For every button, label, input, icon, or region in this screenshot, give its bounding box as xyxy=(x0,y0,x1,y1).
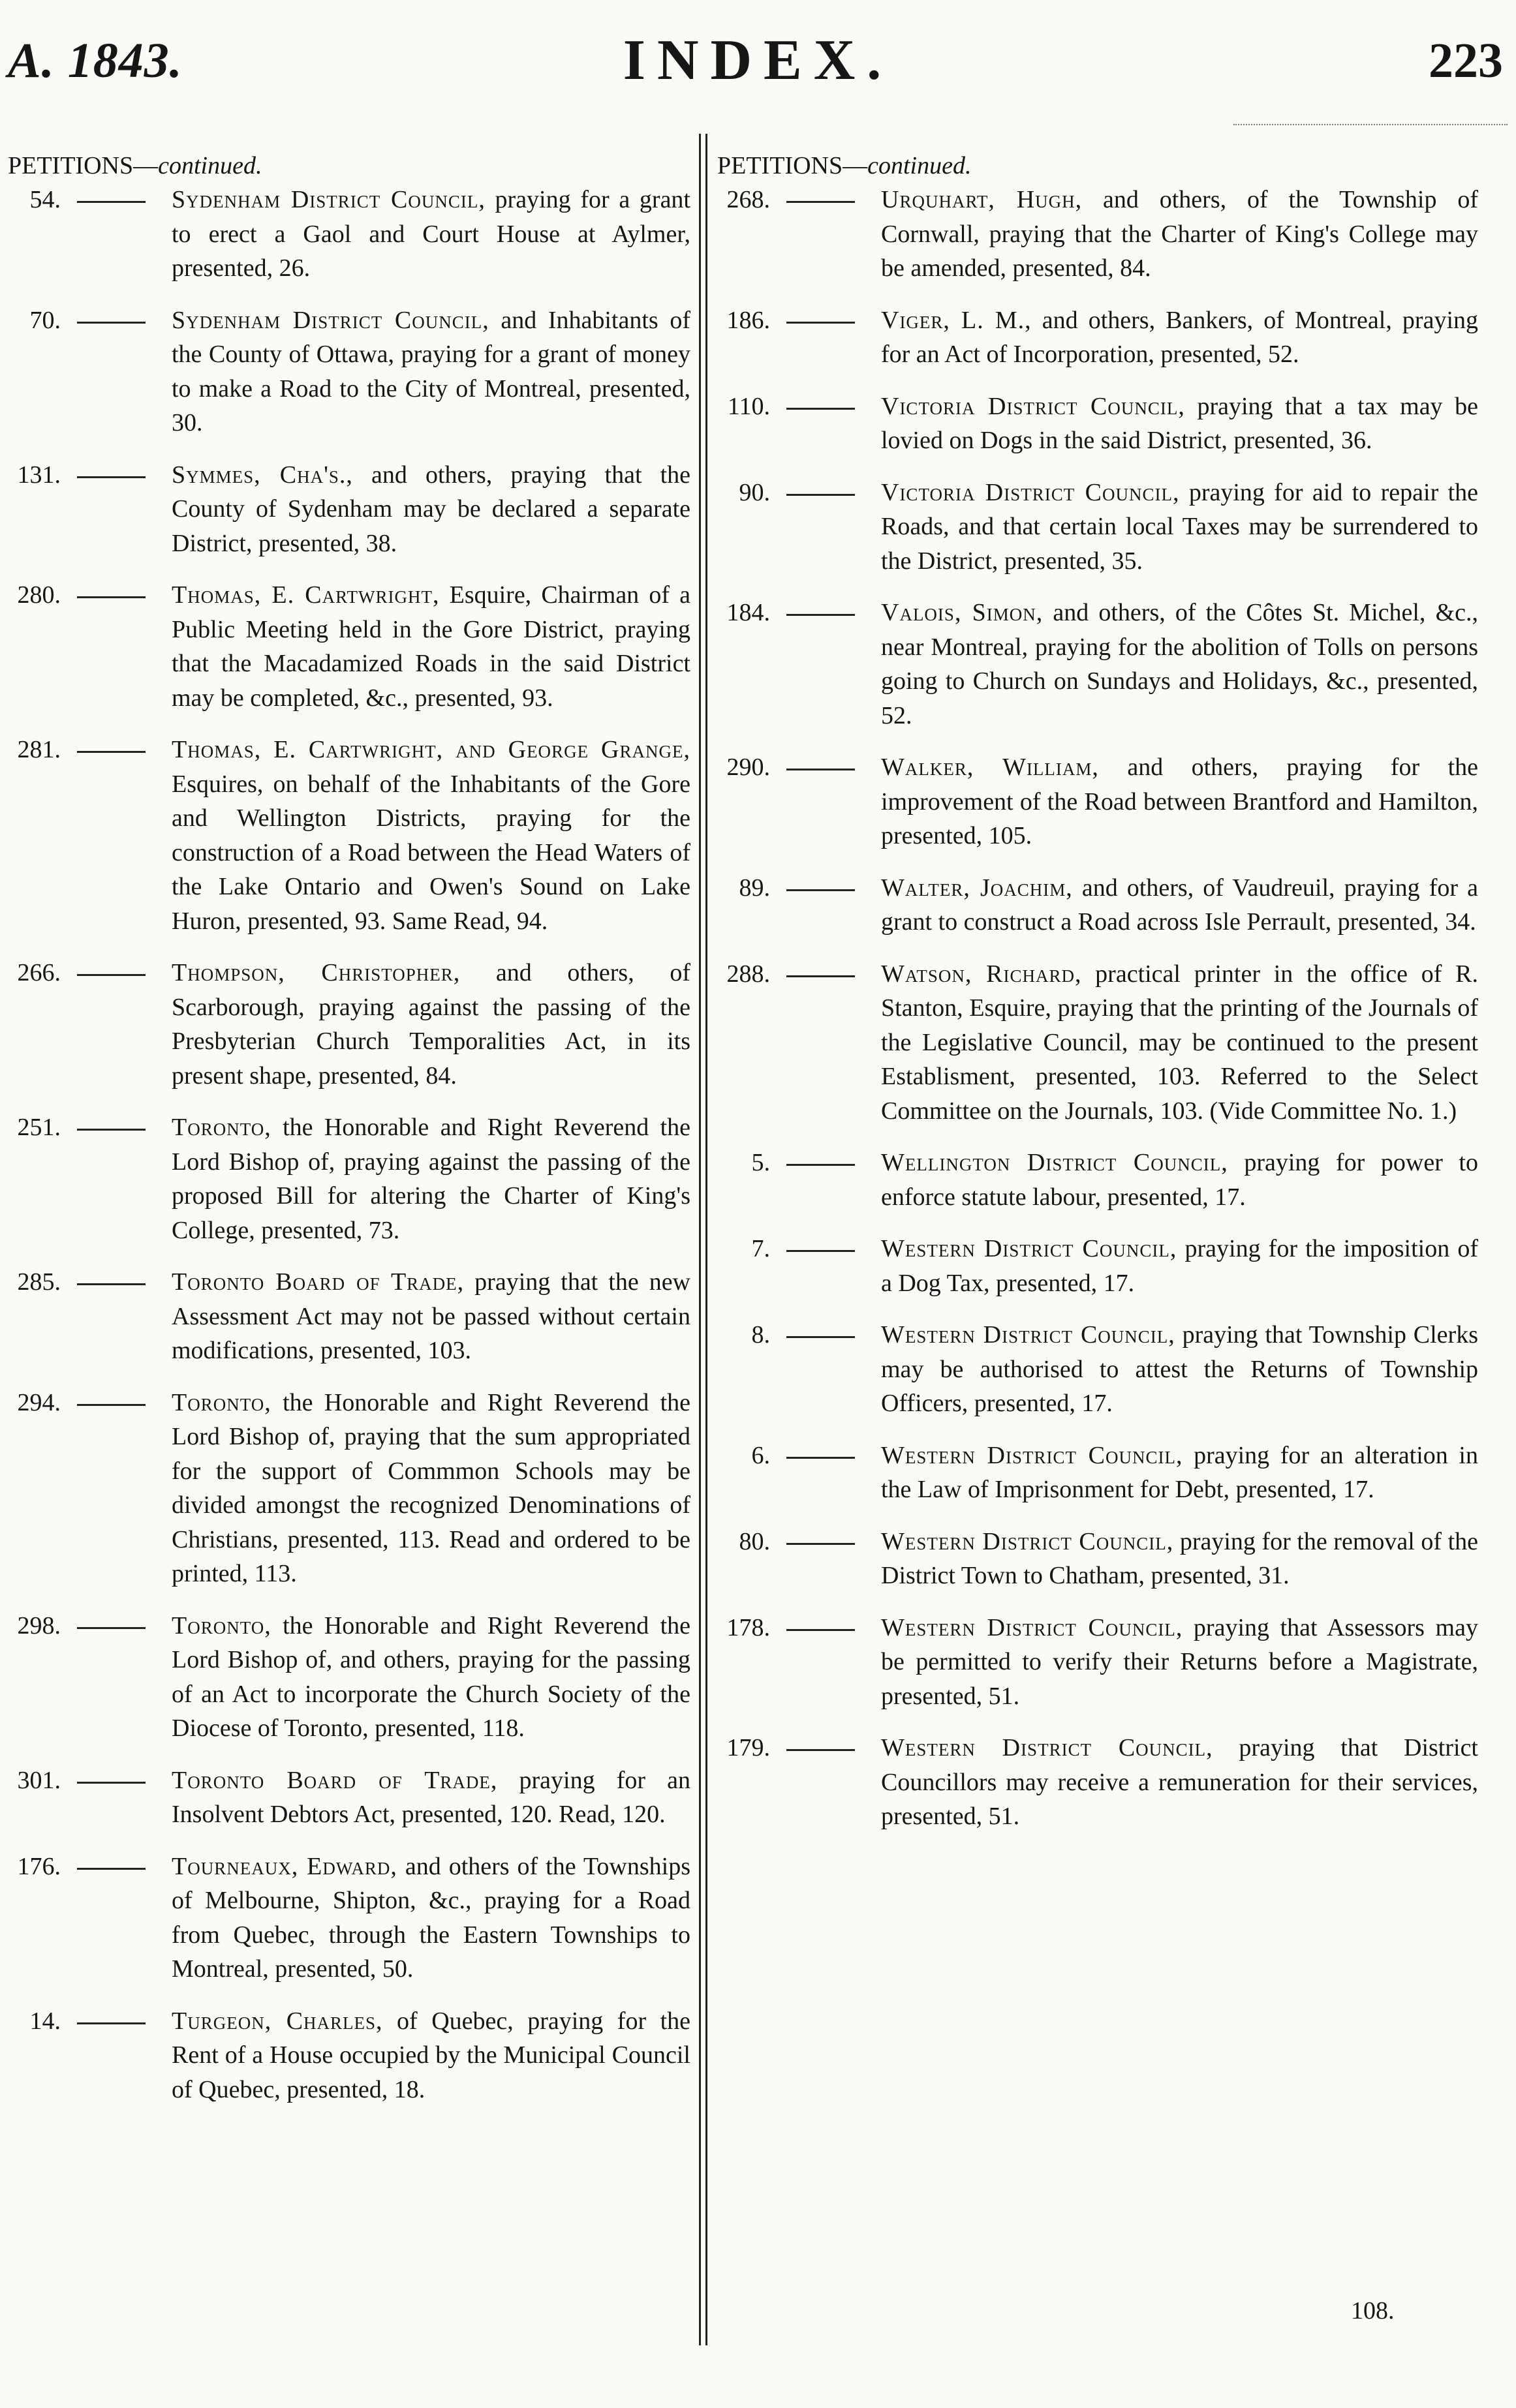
entry-text: Esquire, Chairman of a Public Meeting held in the Gore District, praying that the Macadamized Roads in the said District may be completed, &c., presented, 93. xyxy=(172,581,691,712)
index-entry xyxy=(5,1850,690,1987)
entry-number: 70. xyxy=(29,306,61,334)
entry-name: Western District Council, xyxy=(881,1613,1183,1641)
entry-name: Tourneaux, Edward, xyxy=(172,1852,397,1880)
entry-name: Western District Council, xyxy=(881,1527,1174,1555)
leader-dash xyxy=(786,1164,855,1166)
entry-name: Watson, Richard, xyxy=(881,960,1082,988)
index-entry xyxy=(5,1763,690,1832)
leader-dash xyxy=(786,1629,855,1631)
entry-number: 54. xyxy=(29,186,61,213)
leader-dash xyxy=(786,1457,855,1459)
entry-text: and others, praying for the improvement of the Road between Brantford and Hamilton, presented, 105. xyxy=(881,754,1478,849)
entry-number: 176. xyxy=(17,1852,61,1880)
entry-text: praying for a grant to erect a Gaol and Court House at Aylmer, presented, 26. xyxy=(172,186,690,282)
index-entry xyxy=(715,1232,1478,1300)
entry-text: the Honorable and Right Reverend the Lord Bishop of, praying against the passing of the proposed Bill for altering the Charter of King's College, presented, 73. xyxy=(172,1114,690,1244)
index-entry xyxy=(5,1386,690,1591)
entry-text: praying for an Insolvent Debtors Act, presented, 120. Read, 120. xyxy=(172,1766,690,1828)
leader-dash xyxy=(786,889,855,891)
entry-text: Esquires, on behalf of the Inhabitants of the Gore and Wellington Districts, praying for the construction of a Road between the Head Waters of the Lake Ontario and Owen's Sound on Lake Huron, presented, 93. Same Read, 94. xyxy=(172,770,690,935)
entry-number: 266. xyxy=(17,959,61,986)
entry-list xyxy=(5,183,690,2107)
index-entry xyxy=(715,1525,1478,1593)
entry-number: 110. xyxy=(727,392,770,420)
index-entry xyxy=(715,750,1478,853)
entry-name: Toronto, xyxy=(172,1611,271,1639)
page-header xyxy=(0,27,1516,106)
entry-name: Victoria District Council, xyxy=(881,392,1185,420)
index-entry xyxy=(715,476,1478,579)
index-entry xyxy=(5,1609,690,1746)
leader-dash xyxy=(786,769,855,770)
entry-name: Toronto, xyxy=(172,1388,271,1416)
entry-text: praying that the new Assessment Act may not be passed without certain modifications, presented, 103. xyxy=(172,1268,691,1364)
index-entry xyxy=(715,596,1478,733)
entry-text: praying for an alteration in the Law of Imprisonment for Debt, presented, 17. xyxy=(881,1441,1478,1503)
leader-dash xyxy=(786,614,855,616)
entry-name: Western District Council, xyxy=(881,1441,1183,1469)
left-column xyxy=(5,149,690,2107)
entry-number: 294. xyxy=(17,1388,61,1416)
index-entry xyxy=(5,578,690,715)
header-rule xyxy=(1233,124,1508,125)
column-divider xyxy=(699,134,701,2345)
section-heading: PETITIONS—continued. xyxy=(717,152,972,179)
index-entry xyxy=(5,733,690,938)
entry-text: praying that Township Clerks may be authorised to attest the Returns of Township Officers, presented, 17. xyxy=(881,1321,1478,1417)
index-entry xyxy=(715,871,1478,939)
entry-text: and others, of Vaudreuil, praying for a grant to construct a Road across Isle Perrault, presented, 34. xyxy=(881,874,1478,936)
index-entry xyxy=(715,957,1478,1129)
entry-text: and others, of the Township of Cornwall, praying that the Charter of King's College may be amended, presented, 84. xyxy=(881,186,1479,282)
entry-text: praying for power to enforce statute labour, presented, 17. xyxy=(881,1149,1478,1211)
entry-number: 8. xyxy=(751,1321,770,1349)
header-year: A. 1843. xyxy=(8,33,183,88)
leader-dash xyxy=(77,322,146,324)
leader-dash xyxy=(786,1336,855,1338)
entry-number: 268. xyxy=(726,186,770,213)
index-entry xyxy=(715,1146,1478,1214)
leader-dash xyxy=(786,494,855,496)
leader-dash xyxy=(77,1283,146,1285)
entry-number: 290. xyxy=(726,754,770,781)
leader-dash xyxy=(77,596,146,598)
entry-text: and others, of Scarborough, praying against the passing of the Presbyterian Church Temporalities Act, in its present shape, presented, 84. xyxy=(172,959,690,1090)
entry-number: 90. xyxy=(739,478,770,506)
entry-name: Toronto Board of Trade, xyxy=(172,1766,498,1794)
entry-name: Thompson, Christopher, xyxy=(172,959,461,986)
entry-text: praying for aid to repair the Roads, and that certain local Taxes may be surrendered to the District, presented, 35. xyxy=(881,478,1478,575)
entry-name: Turgeon, Charles, xyxy=(172,2007,383,2035)
folio-number: 108. xyxy=(1351,2297,1395,2324)
entry-name: Viger, L. M., xyxy=(881,306,1032,334)
index-entry xyxy=(715,303,1478,372)
index-entry xyxy=(715,1611,1478,1714)
entry-name: Western District Council, xyxy=(881,1235,1177,1262)
entry-name: Urquhart, Hugh, xyxy=(881,186,1083,213)
index-entry xyxy=(5,1265,690,1368)
entry-number: 281. xyxy=(17,736,61,763)
entry-text: practical printer in the office of R. Stanton, Esquire, praying that the printing of the Journals of the Legislative Council, may be continued to the present Establisment, presented, 103. Referred to the Select Committee on the Journals, 103. (Vide Committee No. 1.) xyxy=(881,960,1478,1125)
leader-dash xyxy=(77,974,146,976)
entry-text: and others, praying that the County of Sydenham may be declared a separate District, presented, 38. xyxy=(172,461,690,557)
index-entry xyxy=(5,1110,690,1247)
leader-dash xyxy=(77,476,146,478)
index-entry xyxy=(5,458,690,561)
index-entry xyxy=(715,1731,1478,1834)
entry-number: 301. xyxy=(17,1766,61,1794)
entry-number: 298. xyxy=(17,1611,61,1639)
entry-number: 251. xyxy=(17,1114,61,1141)
entry-number: 186. xyxy=(726,306,770,334)
entry-number: 280. xyxy=(17,581,61,609)
entry-name: Wellington District Council, xyxy=(881,1149,1228,1176)
index-entry xyxy=(715,183,1478,286)
leader-dash xyxy=(786,975,855,977)
entry-text: and others, Bankers, of Montreal, praying for an Act of Incorporation, presented, 52. xyxy=(881,306,1479,368)
entry-list xyxy=(715,183,1478,1834)
entry-text: praying for the imposition of a Dog Tax, presented, 17. xyxy=(881,1235,1478,1297)
index-entry xyxy=(715,389,1478,458)
index-entry xyxy=(5,183,690,286)
leader-dash xyxy=(786,408,855,410)
leader-dash xyxy=(77,751,146,753)
entry-number: 89. xyxy=(739,874,770,902)
entry-name: Toronto Board of Trade, xyxy=(172,1268,465,1296)
leader-dash xyxy=(786,322,855,324)
right-column xyxy=(715,149,1478,1834)
leader-dash xyxy=(786,1749,855,1751)
entry-name: Sydenham District Council, xyxy=(172,306,489,334)
entry-number: 14. xyxy=(29,2007,61,2035)
entry-text: praying that Assessors may be permitted to verify their Returns before a Magistrate, presented, 51. xyxy=(881,1613,1478,1710)
index-entry xyxy=(5,956,690,1093)
index-entry xyxy=(715,1439,1478,1507)
entry-name: Western District Council, xyxy=(881,1321,1175,1349)
leader-dash xyxy=(786,1543,855,1545)
entry-name: Victoria District Council, xyxy=(881,478,1180,506)
entry-name: Valois, Simon, xyxy=(881,599,1044,626)
leader-dash xyxy=(77,1782,146,1784)
entry-number: 179. xyxy=(726,1734,770,1761)
entry-text: praying that District Councillors may receive a remuneration for their services, presented, 51. xyxy=(881,1734,1478,1830)
entry-number: 7. xyxy=(751,1235,770,1262)
entry-text: the Honorable and Right Reverend the Lord Bishop of, praying that the sum appropriated for the support of Commmon Schools may be divided amongst the recognized Denominations of Christians, presented, 113. Read and ordered to be printed, 113. xyxy=(172,1388,690,1587)
entry-name: Western District Council, xyxy=(881,1734,1213,1761)
column-divider xyxy=(705,134,707,2345)
index-entry xyxy=(5,2004,690,2107)
entry-name: Toronto, xyxy=(172,1114,271,1141)
section-heading: PETITIONS—continued. xyxy=(8,152,262,179)
leader-dash xyxy=(77,1404,146,1406)
entry-name: Thomas, E. Cartwright, xyxy=(172,581,440,609)
entry-text: of Quebec, praying for the Rent of a House occupied by the Municipal Council of Quebec, presented, 18. xyxy=(172,2007,691,2103)
entry-text: and Inhabitants of the County of Ottawa, praying for a grant of money to make a Road to the City of Montreal, presented, 30. xyxy=(172,306,691,436)
entry-number: 80. xyxy=(739,1527,770,1555)
entry-text: praying for the removal of the District Town to Chatham, presented, 31. xyxy=(881,1527,1478,1589)
entry-name: Thomas, E. Cartwright, and George Grange, xyxy=(172,736,690,763)
entry-text: praying that a tax may be lovied on Dogs in the said District, presented, 36. xyxy=(881,392,1478,454)
entry-name: Symmes, Cha's., xyxy=(172,461,353,489)
header-title: INDEX. xyxy=(623,29,893,92)
entry-number: 6. xyxy=(751,1441,770,1469)
entry-number: 178. xyxy=(726,1613,770,1641)
entry-name: Sydenham District Council, xyxy=(172,186,486,213)
entry-text: and others, of the Côtes St. Michel, &c., near Montreal, praying for the abolition of Tolls on persons going to Church on Sundays and Holidays, &c., presented, 52. xyxy=(881,599,1478,729)
page-number: 223 xyxy=(1429,33,1503,88)
leader-dash xyxy=(77,2022,146,2024)
entry-text: the Honorable and Right Reverend the Lord Bishop of, and others, praying for the passing of an Act to incorporate the Church Society of the Diocese of Toronto, presented, 118. xyxy=(172,1611,690,1742)
leader-dash xyxy=(77,1868,146,1870)
entry-text: and others of the Townships of Melbourne, Shipton, &c., praying for a Road from Quebec, through the Eastern Townships to Montreal, presented, 50. xyxy=(172,1852,690,1983)
index-entry xyxy=(715,1318,1478,1421)
entry-number: 184. xyxy=(726,599,770,626)
leader-dash xyxy=(77,1627,146,1629)
entry-number: 285. xyxy=(17,1268,61,1296)
entry-number: 5. xyxy=(751,1149,770,1176)
entry-number: 131. xyxy=(17,461,61,489)
leader-dash xyxy=(786,1250,855,1252)
entry-name: Walker, William, xyxy=(881,754,1099,781)
leader-dash xyxy=(77,1129,146,1131)
entry-name: Walter, Joachim, xyxy=(881,874,1073,902)
leader-dash xyxy=(786,201,855,203)
leader-dash xyxy=(77,201,146,203)
index-entry xyxy=(5,303,690,440)
entry-number: 288. xyxy=(726,960,770,988)
